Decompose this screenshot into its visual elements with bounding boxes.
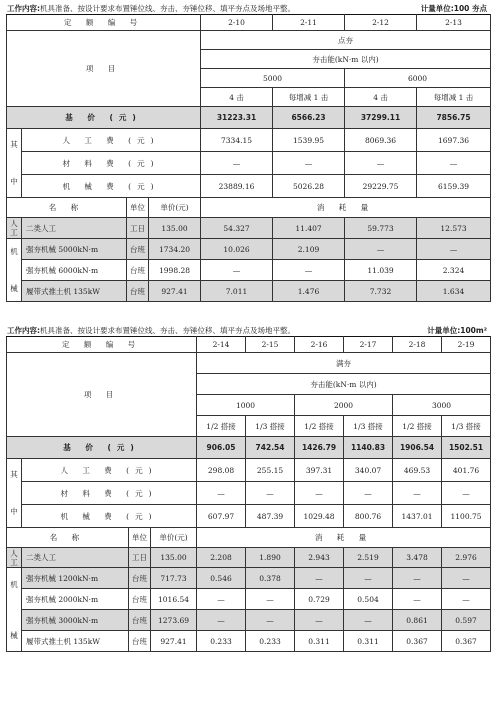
work-content-text: 机具准备、按设计要求布置锤位线、夯击、夯锤位移、填平夯点及场地平整。 (40, 4, 295, 13)
qizhong-label: 其 中 (7, 129, 22, 198)
machine-name: 强夯机械 2000kN·m (22, 589, 129, 610)
quota-code-label: 定 额 编 号 (7, 15, 201, 31)
machine-qty: 0.311 (344, 631, 393, 652)
sub-heading: 1/3 搭接 (246, 416, 295, 437)
machine-qty: 1.476 (273, 281, 345, 302)
quota-code: 2-10 (201, 15, 273, 31)
machine-qty: — (197, 610, 246, 631)
machine-qty: — (273, 260, 345, 281)
machine-price: 1998.28 (149, 260, 201, 281)
item-label: 项 目 (7, 31, 201, 107)
labor-cost-label: 人 工 费 (元) (22, 129, 201, 152)
sub-heading: 每增减 1 击 (273, 88, 345, 107)
quota-code: 2-14 (197, 337, 246, 353)
machine-qty: 0.311 (295, 631, 344, 652)
sub-heading: 1/3 搭接 (442, 416, 491, 437)
labor-unit: 工日 (127, 218, 149, 239)
machine-cost: 487.39 (246, 505, 295, 528)
sub-heading: 4 击 (201, 88, 273, 107)
energy-value: 5000 (201, 69, 345, 88)
labor-cost: 469.53 (393, 459, 442, 482)
machine-unit: 台班 (127, 281, 149, 302)
material-cost: — (442, 482, 491, 505)
material-cost: — (201, 152, 273, 175)
machine-unit: 台班 (127, 260, 149, 281)
machine-cost: 607.97 (197, 505, 246, 528)
quota-code: 2-18 (393, 337, 442, 353)
labor-cost: 7334.15 (201, 129, 273, 152)
labor-name: 二类人工 (22, 218, 127, 239)
labor-cost: 340.07 (344, 459, 393, 482)
machine-category-label: 机 械 (7, 568, 22, 652)
machine-qty: — (295, 568, 344, 589)
machine-cost: 1029.48 (295, 505, 344, 528)
machine-qty: 0.233 (246, 631, 295, 652)
sub-heading: 1/2 搭接 (393, 416, 442, 437)
machine-qty: 0.729 (295, 589, 344, 610)
unit-column-header: 单位 (129, 528, 151, 548)
machine-qty: 0.597 (442, 610, 491, 631)
machine-qty: — (197, 589, 246, 610)
machine-qty: 2.324 (417, 260, 491, 281)
quota-table-section-2 (0, 322, 495, 652)
base-price-label: 基 价 (元) (7, 437, 197, 459)
section-1-header (0, 0, 495, 14)
machine-qty: 11.039 (345, 260, 417, 281)
sub-heading: 1/3 搭接 (344, 416, 393, 437)
energy-value: 1000 (197, 395, 295, 416)
machine-qty: 10.026 (201, 239, 273, 260)
quota-code: 2-11 (273, 15, 345, 31)
work-type-heading: 点夯 (201, 31, 491, 50)
base-price: 906.05 (197, 437, 246, 459)
labor-qty: 2.943 (295, 548, 344, 568)
machine-qty: — (442, 568, 491, 589)
labor-qty: 59.773 (345, 218, 417, 239)
name-column-header: 名 称 (7, 198, 127, 218)
energy-value: 2000 (295, 395, 393, 416)
base-price: 1906.54 (393, 437, 442, 459)
energy-value: 6000 (345, 69, 491, 88)
material-cost: — (246, 482, 295, 505)
machine-name: 强夯机械 3000kN·m (22, 610, 129, 631)
machine-cost-label: 机 械 费 (元) (22, 505, 197, 528)
base-price: 1140.83 (344, 437, 393, 459)
consumption-header: 消 耗 量 (201, 198, 491, 218)
machine-qty: 0.367 (393, 631, 442, 652)
quota-code: 2-16 (295, 337, 344, 353)
sub-heading: 4 击 (345, 88, 417, 107)
machine-price: 1016.54 (151, 589, 197, 610)
labor-qty: 1.890 (246, 548, 295, 568)
machine-qty: 0.233 (197, 631, 246, 652)
work-content-text: 机具准备、按设计要求布置锤位线、夯击、夯锤位移、填平夯点及场地平整。 (40, 326, 295, 335)
machine-qty: 0.861 (393, 610, 442, 631)
labor-price: 135.00 (151, 548, 197, 568)
labor-category-label: 人工 (7, 218, 22, 239)
machine-cost: 6159.39 (417, 175, 491, 198)
labor-cost: 1697.36 (417, 129, 491, 152)
name-column-header: 名 称 (7, 528, 129, 548)
energy-heading: 夯击能(kN·m 以内) (201, 50, 491, 69)
work-type-heading: 满夯 (197, 353, 491, 374)
base-price: 37299.11 (345, 107, 417, 129)
base-price: 742.54 (246, 437, 295, 459)
labor-name: 二类人工 (22, 548, 129, 568)
labor-cost-label: 人 工 费 (元) (22, 459, 197, 482)
machine-qty: 1.634 (417, 281, 491, 302)
machine-qty: — (246, 589, 295, 610)
machine-unit: 台班 (129, 568, 151, 589)
sub-heading: 每增减 1 击 (417, 88, 491, 107)
labor-qty: 54.327 (201, 218, 273, 239)
machine-unit: 台班 (129, 589, 151, 610)
machine-name: 强夯机械 5000kN·m (22, 239, 127, 260)
labor-qty: 11.407 (273, 218, 345, 239)
machine-cost: 1100.75 (442, 505, 491, 528)
labor-unit: 工日 (129, 548, 151, 568)
energy-value: 3000 (393, 395, 491, 416)
labor-qty: 3.478 (393, 548, 442, 568)
labor-cost: 1539.95 (273, 129, 345, 152)
machine-cost: 23889.16 (201, 175, 273, 198)
sub-heading: 1/2 搭接 (295, 416, 344, 437)
machine-cost: 800.76 (344, 505, 393, 528)
labor-qty: 12.573 (417, 218, 491, 239)
machine-unit: 台班 (129, 631, 151, 652)
machine-name: 履带式推土机 135kW (22, 631, 129, 652)
machine-qty: 0.546 (197, 568, 246, 589)
machine-price: 1273.69 (151, 610, 197, 631)
labor-qty: 2.976 (442, 548, 491, 568)
machine-qty: — (201, 260, 273, 281)
labor-category-label: 人工 (7, 548, 22, 568)
sub-heading: 1/2 搭接 (197, 416, 246, 437)
quota-code: 2-15 (246, 337, 295, 353)
item-label: 项 目 (7, 353, 197, 437)
material-cost-label: 材 料 费 (元) (22, 482, 197, 505)
quota-table-1 (6, 14, 491, 302)
labor-qty: 2.519 (344, 548, 393, 568)
quota-code: 2-12 (345, 15, 417, 31)
material-cost: — (417, 152, 491, 175)
price-column-header: 单价(元) (149, 198, 201, 218)
machine-price: 927.41 (149, 281, 201, 302)
work-content-label: 工作内容: (7, 326, 40, 335)
base-price: 1426.79 (295, 437, 344, 459)
energy-heading: 夯击能(kN·m 以内) (197, 374, 491, 395)
machine-cost: 1437.01 (393, 505, 442, 528)
machine-qty: — (417, 239, 491, 260)
quota-table-2 (6, 336, 491, 652)
machine-qty: — (345, 239, 417, 260)
machine-qty: — (393, 568, 442, 589)
machine-qty: — (344, 568, 393, 589)
quota-code-label: 定 额 编 号 (7, 337, 197, 353)
machine-category-label: 机 械 (7, 239, 22, 302)
base-price: 6566.23 (273, 107, 345, 129)
material-cost: — (345, 152, 417, 175)
price-column-header: 单价(元) (151, 528, 197, 548)
quota-code: 2-19 (442, 337, 491, 353)
quota-code: 2-13 (417, 15, 491, 31)
material-cost: — (273, 152, 345, 175)
machine-price: 927.41 (151, 631, 197, 652)
base-price: 7856.75 (417, 107, 491, 129)
material-cost: — (197, 482, 246, 505)
quota-table-section-1 (0, 0, 495, 302)
machine-unit: 台班 (129, 610, 151, 631)
machine-cost: 29229.75 (345, 175, 417, 198)
labor-cost: 8069.36 (345, 129, 417, 152)
machine-qty: 0.367 (442, 631, 491, 652)
machine-cost-label: 机 械 费 (元) (22, 175, 201, 198)
labor-cost: 298.08 (197, 459, 246, 482)
machine-qty: 2.109 (273, 239, 345, 260)
machine-qty: — (393, 589, 442, 610)
machine-qty: 0.504 (344, 589, 393, 610)
measure-unit: 计量单位:100 夯点 (420, 4, 487, 13)
work-content-label: 工作内容: (7, 4, 40, 13)
qizhong-label: 其 中 (7, 459, 22, 528)
labor-cost: 397.31 (295, 459, 344, 482)
base-price: 31223.31 (201, 107, 273, 129)
machine-qty: 7.732 (345, 281, 417, 302)
unit-column-header: 单位 (127, 198, 149, 218)
machine-qty: 0.378 (246, 568, 295, 589)
machine-name: 强夯机械 6000kN·m (22, 260, 127, 281)
machine-price: 717.73 (151, 568, 197, 589)
machine-name: 强夯机械 1200kN·m (22, 568, 129, 589)
section-2-header (0, 322, 495, 336)
labor-cost: 401.76 (442, 459, 491, 482)
machine-name: 履带式推土机 135kW (22, 281, 127, 302)
material-cost: — (295, 482, 344, 505)
machine-unit: 台班 (127, 239, 149, 260)
material-cost: — (393, 482, 442, 505)
consumption-header: 消 耗 量 (197, 528, 491, 548)
machine-qty: — (344, 610, 393, 631)
base-price-label: 基 价 (元) (7, 107, 201, 129)
material-cost: — (344, 482, 393, 505)
machine-qty: — (442, 589, 491, 610)
labor-cost: 255.15 (246, 459, 295, 482)
machine-qty: — (295, 610, 344, 631)
material-cost-label: 材 料 费 (元) (22, 152, 201, 175)
base-price: 1502.51 (442, 437, 491, 459)
quota-code: 2-17 (344, 337, 393, 353)
machine-qty: — (246, 610, 295, 631)
machine-cost: 5026.28 (273, 175, 345, 198)
machine-price: 1734.20 (149, 239, 201, 260)
labor-price: 135.00 (149, 218, 201, 239)
machine-qty: 7.011 (201, 281, 273, 302)
measure-unit: 计量单位:100m² (427, 326, 487, 335)
labor-qty: 2.208 (197, 548, 246, 568)
